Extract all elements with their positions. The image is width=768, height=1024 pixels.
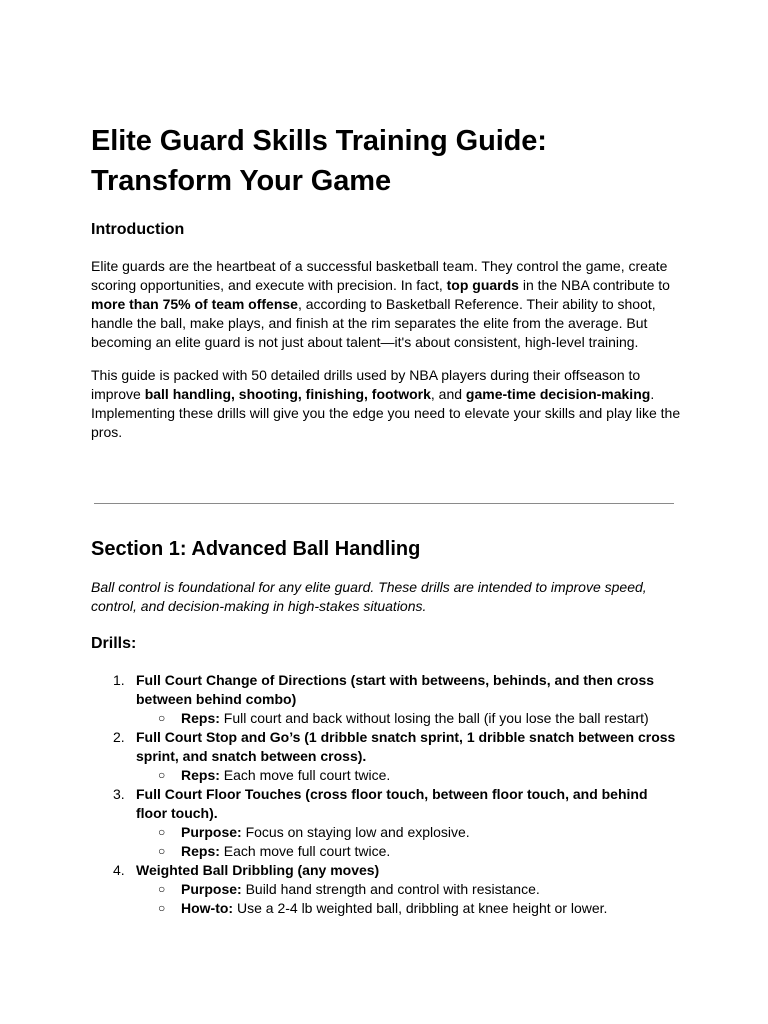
section-1-heading: Section 1: Advanced Ball Handling	[91, 538, 421, 560]
text-run: . Implementing these drills will give you the edge you need to elevate your skills and play like the pros.	[91, 386, 681, 440]
text-run: This guide is packed with 50 detailed drills used by NBA players during their offseason to improve	[91, 367, 641, 402]
drill-detail-label: Reps:	[181, 843, 220, 859]
bold-text: more than 75% of team offense	[91, 296, 298, 312]
drill-detail-text: Focus on staying low and explosive.	[241, 824, 470, 840]
text-run: in the NBA contribute to	[518, 277, 670, 293]
drill-detail-label: Purpose:	[181, 881, 242, 897]
document-title: Elite Guard Skills Training Guide: Transform Your Game	[91, 125, 547, 197]
drill-details-list	[136, 823, 681, 861]
text-run: Elite guards are the heartbeat of a successful basketball team. They control the game, create scoring opportunities, and execute with precision. In fact,	[91, 258, 668, 293]
drill-details-list	[136, 709, 681, 728]
section-1-intro: Ball control is foundational for any elite guard. These drills are intended to improve speed, control, and decision-making in high-stakes situations.	[91, 579, 647, 614]
hollow-bullet-icon: ○	[158, 825, 166, 839]
drill-title: Full Court Stop and Go’s (1 dribble snatch sprint, 1 dribble snatch between cross sprint, and snatch between cross).	[136, 729, 676, 764]
drill-detail-item	[136, 709, 681, 728]
drill-title: Full Court Change of Directions (start with betweens, behinds, and then cross between behind combo)	[136, 672, 655, 707]
bold-text: top guards	[446, 277, 519, 293]
drill-detail-item	[136, 842, 681, 861]
hollow-bullet-icon: ○	[158, 901, 166, 915]
drill-detail-item	[136, 899, 681, 918]
drill-item	[91, 861, 681, 918]
intro-paragraph-1	[91, 257, 681, 352]
drill-title: Full Court Floor Touches (cross floor touch, between floor touch, and behind floor touch).	[136, 786, 648, 821]
drill-detail-label: Reps:	[181, 767, 220, 783]
drill-details-list	[136, 766, 681, 785]
drill-number: 4.	[113, 862, 125, 878]
drill-title: Weighted Ball Dribbling (any moves)	[136, 862, 380, 878]
drill-detail-item	[136, 880, 681, 899]
drill-detail-item	[136, 766, 681, 785]
bold-text: game-time decision-making	[465, 386, 651, 402]
intro-paragraph-2	[91, 366, 681, 442]
drill-detail-label: Reps:	[181, 710, 220, 726]
drill-details-list	[136, 880, 681, 918]
hollow-bullet-icon: ○	[158, 768, 166, 782]
drill-item	[91, 728, 681, 785]
drill-number: 3.	[113, 786, 125, 802]
hollow-bullet-icon: ○	[158, 882, 166, 896]
hollow-bullet-icon: ○	[158, 844, 166, 858]
drill-detail-item	[136, 823, 681, 842]
drills-heading: Drills:	[91, 635, 137, 652]
drill-detail-text: Each move full court twice.	[219, 767, 391, 783]
drill-item	[91, 785, 681, 861]
drills-list	[91, 671, 681, 918]
drill-detail-label: Purpose:	[181, 824, 242, 840]
drill-detail-text: Use a 2-4 lb weighted ball, dribbling at knee height or lower.	[233, 900, 608, 916]
drill-detail-text: Each move full court twice.	[219, 843, 391, 859]
hollow-bullet-icon: ○	[158, 711, 166, 725]
section-divider	[94, 503, 674, 504]
text-run: , according to Basketball Reference. Their ability to shoot, handle the ball, make plays, and finish at the rim separates the elite from the average. But becoming an elite guard is not just about talent—it's about consistent, high-level training.	[91, 296, 656, 350]
drill-detail-label: How-to:	[181, 900, 234, 916]
drill-number: 2.	[113, 729, 125, 745]
drill-number: 1.	[113, 672, 125, 688]
drill-item	[91, 671, 681, 728]
drill-detail-text: Full court and back without losing the ball (if you lose the ball restart)	[219, 710, 649, 726]
text-run: , and	[430, 386, 466, 402]
drill-detail-text: Build hand strength and control with resistance.	[241, 881, 540, 897]
introduction-heading: Introduction	[91, 221, 185, 238]
bold-text: ball handling, shooting, finishing, footwork	[144, 386, 431, 402]
